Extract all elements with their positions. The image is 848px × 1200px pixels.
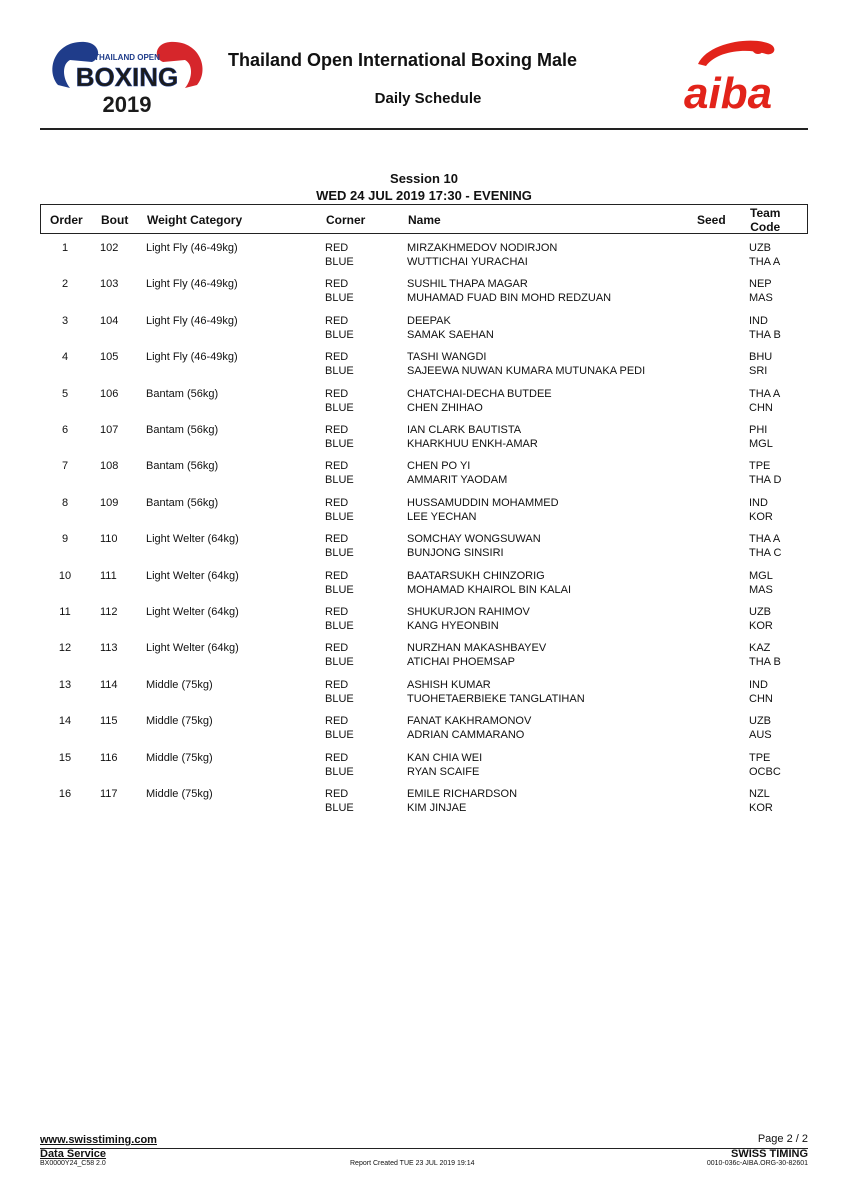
document-title: Thailand Open International Boxing Male (228, 50, 578, 70)
row-blue-name: ATICHAI PHOEMSAP (407, 656, 515, 669)
row-red-corner: RED (325, 278, 349, 291)
row-order: 8 (61, 496, 69, 509)
table-row (40, 638, 808, 674)
row-bout: 117 (100, 788, 118, 800)
row-bout: 115 (100, 715, 118, 728)
table-row (40, 784, 808, 820)
row-blue-team: MAS (749, 583, 773, 596)
row-bout: 106 (100, 387, 119, 400)
row-red-name: NURZHAN MAKASHBAYEV (407, 642, 547, 655)
footer-divider (40, 1148, 808, 1149)
row-red-corner: RED (325, 351, 349, 364)
row-order: 13 (58, 678, 72, 691)
row-red-corner: RED (325, 642, 349, 655)
row-blue-team: CHN (749, 692, 773, 705)
footer-url[interactable]: www.swisstiming.com (40, 1134, 157, 1146)
row-blue-team: THA B (749, 656, 781, 669)
row-blue-corner: BLUE (325, 802, 354, 814)
row-blue-name: CHEN ZHIHAO (407, 401, 483, 414)
row-weight-category: Bantam (56kg) (146, 460, 219, 473)
row-red-name: CHEN PO YI (407, 460, 471, 473)
row-blue-name: RYAN SCAIFE (407, 765, 480, 778)
row-blue-team: CHN (749, 401, 773, 414)
row-blue-corner: BLUE (325, 692, 354, 705)
row-red-corner: RED (325, 242, 349, 254)
aiba-logo (678, 34, 793, 114)
table-row (40, 602, 808, 638)
row-blue-team: THA B (749, 328, 781, 341)
row-red-name: ASHISH KUMAR (407, 678, 491, 691)
row-blue-team: OCBC (749, 765, 781, 778)
row-blue-name: KANG HYEONBIN (407, 620, 499, 632)
row-bout: 111 (100, 569, 117, 582)
row-blue-corner: BLUE (325, 765, 354, 778)
footer-doc-code: BX0000Y24_C58 2.0 (40, 1160, 106, 1167)
row-order: 15 (58, 751, 72, 764)
row-blue-name: KHARKHUU ENKH-AMAR (407, 438, 538, 450)
session-title: Session 10 (390, 171, 458, 186)
row-weight-category: Light Welter (64kg) (146, 569, 239, 582)
row-blue-name: AMMARIT YAODAM (407, 474, 508, 487)
col-weight: Weight Category (147, 213, 243, 227)
row-red-name: MIRZAKHMEDOV NODIRJON (407, 242, 558, 254)
row-red-corner: RED (325, 715, 349, 728)
row-order: 16 (58, 788, 72, 800)
row-order: 1 (61, 242, 69, 254)
row-red-name: SHUKURJON RAHIMOV (407, 606, 530, 618)
row-weight-category: Light Fly (46-49kg) (146, 278, 238, 291)
row-red-corner: RED (325, 788, 349, 800)
row-red-team: TPE (749, 751, 771, 764)
row-blue-corner: BLUE (325, 256, 354, 268)
row-red-corner: RED (325, 496, 349, 509)
row-red-team: NEP (749, 278, 772, 291)
row-order: 9 (61, 533, 69, 546)
row-bout: 108 (100, 460, 119, 473)
row-weight-category: Light Fly (46-49kg) (146, 351, 238, 364)
row-red-name: BAATARSUKH CHINZORIG (407, 569, 545, 582)
row-blue-corner: BLUE (325, 583, 354, 596)
row-blue-name: ADRIAN CAMMARANO (407, 729, 525, 742)
row-bout: 107 (100, 424, 119, 436)
row-blue-corner: BLUE (325, 438, 354, 450)
row-red-team: THA A (749, 387, 781, 400)
row-blue-team: THA A (749, 256, 781, 268)
row-blue-team: KOR (749, 620, 773, 632)
aiba-wordmark: aiba (684, 69, 773, 114)
row-bout: 103 (100, 278, 119, 291)
col-team-line2: Code (750, 220, 781, 234)
table-row (40, 384, 808, 420)
row-blue-name: MUHAMAD FUAD BIN MOHD REDZUAN (407, 292, 612, 305)
row-red-corner: RED (325, 314, 349, 327)
row-blue-corner: BLUE (325, 620, 354, 632)
row-red-team: PHI (749, 424, 768, 436)
row-red-corner: RED (325, 569, 349, 582)
document-subtitle: Daily Schedule (374, 90, 482, 107)
col-order: Order (50, 213, 83, 227)
row-red-corner: RED (325, 460, 349, 473)
row-red-team: TPE (749, 460, 771, 473)
col-team-line1: Team (750, 206, 781, 220)
table-row (40, 456, 808, 492)
row-weight-category: Bantam (56kg) (146, 496, 219, 509)
logo-line2: BOXING (75, 62, 179, 92)
row-bout: 102 (100, 242, 119, 254)
row-weight-category: Light Fly (46-49kg) (146, 314, 238, 327)
col-corner: Corner (326, 213, 366, 227)
row-blue-team: KOR (749, 510, 773, 523)
row-red-team: MGL (749, 569, 773, 582)
row-bout: 112 (100, 606, 118, 618)
row-blue-corner: BLUE (325, 401, 354, 414)
row-bout: 104 (100, 314, 119, 327)
row-red-name: SUSHIL THAPA MAGAR (407, 278, 528, 291)
row-blue-name: KIM JINJAE (407, 802, 467, 814)
row-red-corner: RED (325, 387, 349, 400)
row-order: 14 (58, 715, 72, 728)
row-red-name: HUSSAMUDDIN MOHAMMED (407, 496, 559, 509)
row-blue-team: SRI (749, 365, 768, 378)
row-blue-corner: BLUE (325, 474, 354, 487)
row-weight-category: Light Welter (64kg) (146, 533, 239, 546)
row-blue-team: THA C (749, 547, 782, 560)
row-blue-team: MGL (749, 438, 773, 450)
row-red-name: DEEPAK (407, 314, 451, 327)
row-order: 12 (58, 642, 72, 655)
row-blue-corner: BLUE (325, 729, 354, 742)
footer-report-created: Report Created TUE 23 JUL 2019 19:14 (350, 1160, 475, 1167)
row-order: 7 (61, 460, 69, 473)
row-blue-name: SAJEEWA NUWAN KUMARA MUTUNAKA PEDI (407, 365, 646, 378)
footer-data-service: Data Service (40, 1148, 107, 1160)
row-blue-name: WUTTICHAI YURACHAI (407, 256, 528, 268)
footer-reference: 0010-036c-AIBA.ORG-30-82601 (706, 1160, 808, 1167)
row-red-team: BHU (749, 351, 773, 364)
col-team-code (750, 206, 780, 234)
row-weight-category: Bantam (56kg) (146, 387, 219, 400)
row-red-corner: RED (325, 533, 349, 546)
table-row (40, 675, 808, 711)
row-blue-name: MOHAMAD KHAIROL BIN KALAI (407, 583, 572, 596)
row-order: 11 (59, 606, 71, 618)
row-blue-corner: BLUE (325, 510, 354, 523)
table-row (40, 238, 808, 274)
row-blue-corner: BLUE (325, 292, 354, 305)
row-bout: 113 (100, 642, 118, 655)
row-bout: 110 (100, 533, 118, 546)
row-red-name: SOMCHAY WONGSUWAN (407, 533, 541, 546)
row-blue-team: KOR (749, 802, 773, 814)
row-order: 4 (61, 351, 69, 364)
row-blue-team: THA D (749, 474, 782, 487)
row-red-corner: RED (325, 678, 349, 691)
logo-line3: 2019 (102, 92, 152, 117)
row-blue-corner: BLUE (325, 656, 354, 669)
row-weight-category: Middle (75kg) (146, 678, 213, 691)
thailand-open-boxing-logo (40, 30, 215, 120)
row-red-team: THA A (749, 533, 781, 546)
row-blue-name: TUOHETAERBIEKE TANGLATIHAN (407, 692, 585, 705)
table-row (40, 347, 808, 383)
row-weight-category: Light Welter (64kg) (146, 606, 239, 618)
col-name: Name (408, 213, 441, 227)
row-order: 6 (61, 424, 69, 436)
row-order: 3 (61, 314, 69, 327)
table-row (40, 311, 808, 347)
row-red-team: UZB (749, 242, 771, 254)
row-red-name: IAN CLARK BAUTISTA (407, 424, 522, 436)
row-weight-category: Light Fly (46-49kg) (146, 242, 238, 254)
table-row (40, 529, 808, 565)
table-row (40, 493, 808, 529)
footer-page-number: Page 2 / 2 (757, 1133, 808, 1145)
col-seed: Seed (697, 213, 726, 227)
row-weight-category: Middle (75kg) (146, 751, 213, 764)
table-header (40, 204, 808, 234)
row-red-team: IND (749, 678, 768, 691)
row-red-corner: RED (325, 606, 349, 618)
row-order: 2 (61, 278, 69, 291)
row-blue-corner: BLUE (325, 328, 354, 341)
row-order: 5 (61, 387, 69, 400)
row-weight-category: Bantam (56kg) (146, 424, 219, 436)
row-red-name: FANAT KAKHRAMONOV (407, 715, 532, 728)
row-red-name: CHATCHAI-DECHA BUTDEE (407, 387, 552, 400)
table-row (40, 566, 808, 602)
row-weight-category: Middle (75kg) (146, 788, 213, 800)
row-red-team: IND (749, 314, 768, 327)
session-datetime: WED 24 JUL 2019 17:30 - EVENING (316, 188, 532, 203)
row-blue-team: MAS (749, 292, 773, 305)
row-blue-name: BUNJONG SINSIRI (407, 547, 504, 560)
row-red-name: KAN CHIA WEI (407, 751, 483, 764)
row-blue-corner: BLUE (325, 547, 354, 560)
row-red-name: EMILE RICHARDSON (407, 788, 518, 800)
table-row (40, 748, 808, 784)
row-blue-name: LEE YECHAN (407, 510, 477, 523)
row-bout: 116 (100, 751, 118, 764)
row-bout: 109 (100, 496, 119, 509)
row-red-team: KAZ (749, 642, 771, 655)
row-red-team: IND (749, 496, 768, 509)
logo-line1: THAILAND OPEN (94, 53, 160, 62)
header-divider (40, 128, 808, 130)
row-weight-category: Middle (75kg) (146, 715, 213, 728)
row-order: 10 (58, 569, 72, 582)
col-bout: Bout (101, 213, 129, 227)
table-row (40, 274, 808, 310)
table-row (40, 711, 808, 747)
row-blue-name: SAMAK SAEHAN (407, 328, 494, 341)
row-bout: 105 (100, 351, 119, 364)
row-red-team: UZB (749, 715, 771, 728)
row-red-corner: RED (325, 424, 349, 436)
row-weight-category: Light Welter (64kg) (146, 642, 239, 655)
row-red-team: NZL (749, 788, 770, 800)
row-blue-team: AUS (749, 729, 772, 742)
row-red-name: TASHI WANGDI (407, 351, 487, 364)
footer-swiss-timing: SWISS TIMING (731, 1148, 808, 1160)
row-bout: 114 (100, 678, 118, 691)
row-red-team: UZB (749, 606, 771, 618)
row-blue-corner: BLUE (325, 365, 354, 378)
table-row (40, 420, 808, 456)
row-red-corner: RED (325, 751, 349, 764)
